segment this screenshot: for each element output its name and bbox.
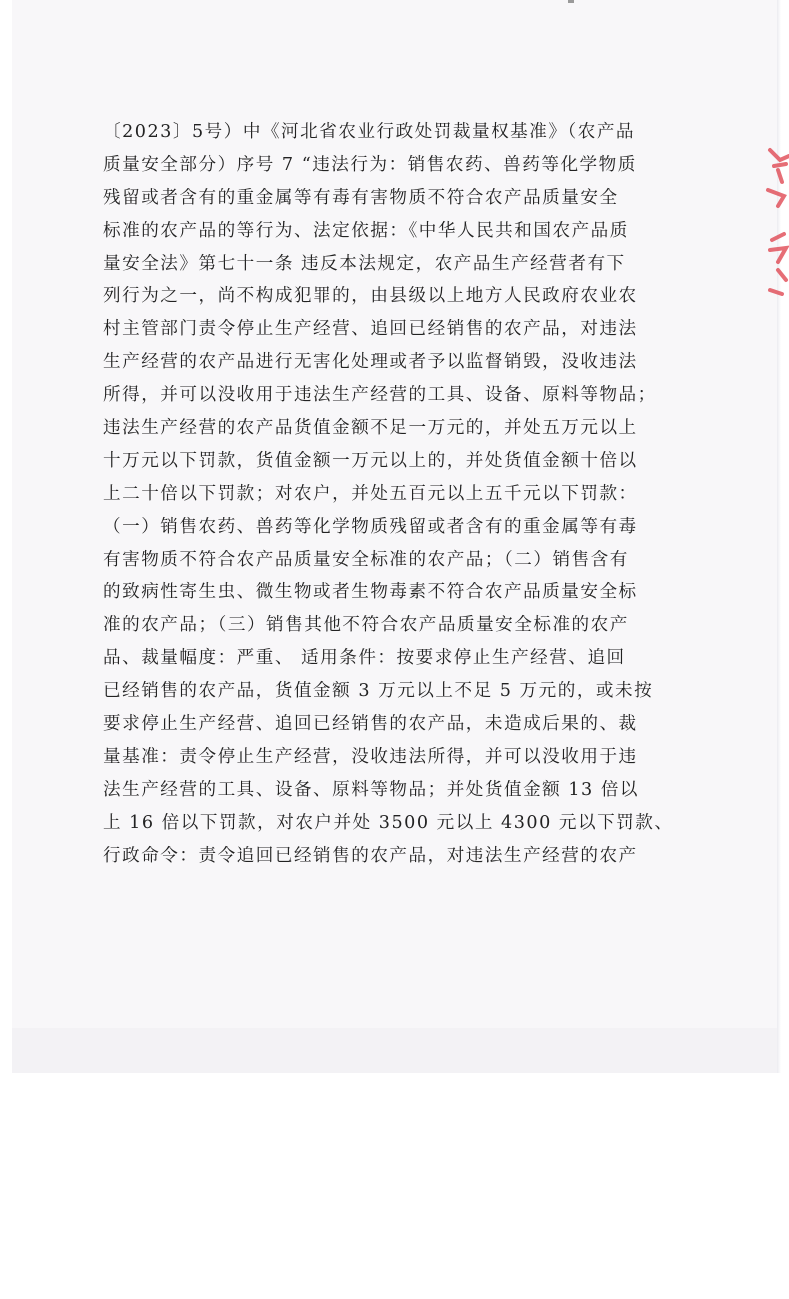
document-body <box>103 116 683 872</box>
text-line: 有害物质不符合农产品质量安全标准的农产品；（二）销售含有 <box>103 549 629 570</box>
text-line: 十万元以下罚款，货值金额一万元以上的，并处货值金额十倍以 <box>103 450 638 471</box>
text-line: 〔2023〕5号）中《河北省农业行政处罚裁量权基准》（农产品 <box>103 122 636 142</box>
text-line: 生产经营的农产品进行无害化处理或者予以监督销毁，没收违法 <box>103 352 638 373</box>
text-line: 上二十倍以下罚款；对农户，并处五百元以上五千元以下罚款： <box>103 483 638 504</box>
text-line: 量基准：责令停止生产经营，没收违法所得，并可以没收用于违 <box>103 746 638 767</box>
text-line: 要求停止生产经营、追回已经销售的农产品，未造成后果的、裁 <box>103 714 638 735</box>
red-seal-fragment-icon <box>756 140 789 310</box>
text-line: 行政命令：责令追回已经销售的农产品，对违法生产经营的农产 <box>103 845 638 866</box>
text-line: 残留或者含有的重金属等有毒有害物质不符合农产品质量安全 <box>103 187 619 208</box>
text-line: 上 16 倍以下罚款，对农户并处 3500 元以上 4300 元以下罚款、 <box>103 812 674 833</box>
text-line: 标准的农产品的等行为、法定依据：《中华人民共和国农产品质 <box>103 220 629 241</box>
text-line: 的致病性寄生虫、微生物或者生物毒素不符合农产品质量安全标 <box>103 582 638 603</box>
text-line: 列行为之一，尚不构成犯罪的，由县级以上地方人民政府农业农 <box>103 286 638 307</box>
text-line: 法生产经营的工具、设备、原料等物品；并处货值金额 13 倍以 <box>103 779 640 800</box>
text-line: 已经销售的农产品，货值金额 3 万元以上不足 5 万元的，或未按 <box>103 681 654 702</box>
text-line: 量安全法》第七十一条 违反本法规定，农产品生产经营者有下 <box>103 253 626 274</box>
text-line: 村主管部门责令停止生产经营、追回已经销售的农产品，对违法 <box>103 319 638 340</box>
text-line: 违法生产经营的农产品货值金额不足一万元的，并处五万元以上 <box>103 418 638 439</box>
text-line: 品、裁量幅度：严重、 适用条件：按要求停止生产经营、追回 <box>103 648 626 669</box>
page-bottom-shade <box>12 1028 777 1073</box>
scan-speck <box>568 0 574 3</box>
text-line: 所得，并可以没收用于违法生产经营的工具、设备、原料等物品； <box>103 385 657 406</box>
text-line: 准的农产品；（三）销售其他不符合农产品质量安全标准的农产 <box>103 615 629 636</box>
text-line: 质量安全部分）序号 7 “违法行为：销售农药、兽药等化学物质 <box>103 154 637 175</box>
text-line: （一）销售农药、兽药等化学物质残留或者含有的重金属等有毒 <box>103 516 638 537</box>
